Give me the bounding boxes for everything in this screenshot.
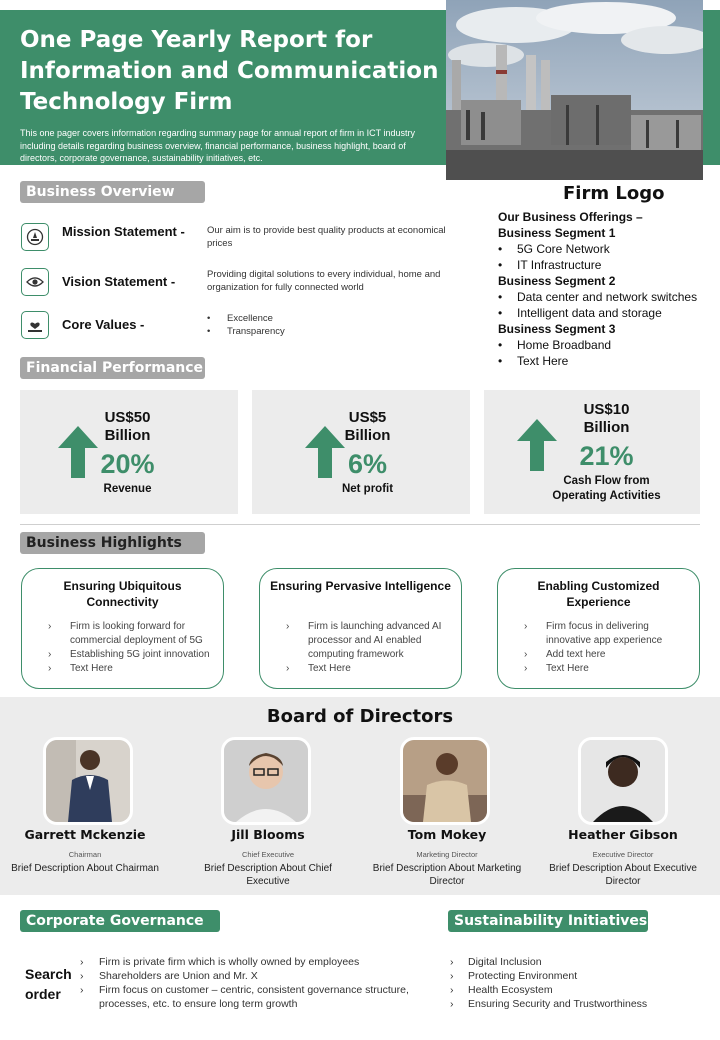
- director-name: Garrett Mckenzie: [24, 827, 146, 842]
- list-item: › Firm focus in delivering innovative app experience: [524, 620, 691, 648]
- highlight-list: [286, 620, 453, 676]
- hand-heart-icon: [21, 311, 49, 339]
- list-item: › Firm is launching advanced AI processor and AI enabled computing framework: [286, 620, 453, 662]
- list-item: › Firm is private firm which is wholly owned by employees: [80, 955, 430, 969]
- page-description: This one pager covers information regarding summary page for annual report of firm in ICT industry including details regarding business overview, financial performance, business highlight, board of directors, corporate governance, sustainability initiatives, etc.: [20, 128, 416, 163]
- finance-card-revenue: [20, 390, 238, 514]
- director-photo: [221, 737, 311, 825]
- highlight-list: [48, 620, 215, 676]
- director-description: Brief Description About Chief Executive: [204, 863, 332, 887]
- list-item: › Protecting Environment: [450, 969, 710, 983]
- list-item: • Text Here: [498, 353, 718, 369]
- section-financial-performance: Financial Performance: [20, 357, 205, 379]
- finance-label: Net profit: [341, 483, 394, 495]
- director-role: Executive Director: [592, 850, 654, 859]
- highlight-card: [21, 568, 224, 689]
- director-name: Tom Mokey: [407, 827, 487, 842]
- director-description: Brief Description About Executive Director: [549, 863, 697, 887]
- page-title: One Page Yearly Report for Information and Communication Technology Firm: [20, 27, 439, 115]
- director-photo: [400, 737, 490, 825]
- section-corporate-governance: Corporate Governance: [20, 910, 220, 932]
- list-item: › Text Here: [286, 662, 453, 676]
- director-role: Chairman: [68, 850, 102, 859]
- finance-percent: 6%: [347, 449, 388, 479]
- core-values-list: [207, 312, 285, 338]
- header-accent-strip: [703, 10, 720, 165]
- section-sustainability: Sustainability Initiatives: [448, 910, 648, 932]
- director-name: Heather Gibson: [568, 827, 678, 842]
- finance-card-net-profit: [252, 390, 470, 514]
- list-item: › Digital Inclusion: [450, 955, 710, 969]
- header-banner: [0, 10, 446, 165]
- list-item: • 5G Core Network: [498, 241, 718, 257]
- list-item: › Firm is looking forward for commercial deployment of 5G: [48, 620, 215, 648]
- vision-label: Vision Statement -: [62, 274, 176, 289]
- finance-card-cash-flow: [484, 390, 700, 514]
- mission-text: Our aim is to provide best quality products at economical prices: [207, 225, 446, 249]
- segment-name: Business Segment 3: [498, 322, 616, 336]
- finance-amount: US$5 Billion: [344, 409, 391, 444]
- list-item: › Health Ecosystem: [450, 983, 710, 997]
- highlight-title: Ensuring Ubiquitous Connectivity: [63, 579, 182, 609]
- up-arrow-icon: [517, 419, 557, 471]
- segment-name: Business Segment 2: [498, 274, 616, 288]
- list-item: • Data center and network switches: [498, 289, 718, 305]
- highlight-list: [524, 620, 691, 676]
- list-item: › Text Here: [48, 662, 215, 676]
- director-photo: [43, 737, 133, 825]
- director-name: Jill Blooms: [231, 827, 305, 842]
- list-item: • Intelligent data and storage: [498, 305, 718, 321]
- list-item: • IT Infrastructure: [498, 257, 718, 273]
- finance-percent: 21%: [579, 441, 634, 471]
- highlight-title: Ensuring Pervasive Intelligence: [270, 579, 451, 593]
- core-values-label: Core Values -: [62, 317, 145, 332]
- governance-label: Search order: [25, 966, 72, 1002]
- highlight-card: [259, 568, 462, 689]
- list-item: • Transparency: [207, 325, 285, 338]
- list-item: › Ensuring Security and Trustworthiness: [450, 997, 710, 1011]
- list-item: › Text Here: [524, 662, 691, 676]
- section-business-overview: Business Overview: [20, 181, 205, 203]
- segment-name: Business Segment 1: [498, 226, 616, 240]
- director-role: Chief Executive: [241, 850, 295, 859]
- finance-amount: US$50 Billion: [104, 409, 151, 444]
- divider: [20, 524, 700, 525]
- director-description: Brief Description About Chairman: [11, 863, 159, 874]
- finance-label: Cash Flow from Operating Activities: [552, 475, 661, 502]
- director-role: Marketing Director: [416, 850, 478, 859]
- mission-label: Mission Statement -: [62, 224, 185, 239]
- governance-list: [80, 955, 430, 1011]
- offerings-heading: Our Business Offerings –: [498, 210, 643, 224]
- list-item: • Home Broadband: [498, 337, 718, 353]
- list-item: › Shareholders are Union and Mr. X: [80, 969, 430, 983]
- director-photo: [578, 737, 668, 825]
- board-heading: Board of Directors: [266, 706, 454, 727]
- vision-text: Providing digital solutions to every individual, home and organization for fully connected world: [207, 269, 441, 293]
- firm-logo: Firm Logo: [563, 183, 665, 204]
- finance-label: Revenue: [103, 483, 152, 495]
- eye-icon: [21, 268, 49, 296]
- director-description: Brief Description About Marketing Director: [372, 863, 522, 887]
- finance-percent: 20%: [100, 449, 155, 479]
- business-offerings: [498, 209, 718, 369]
- sustainability-list: [450, 955, 710, 1011]
- list-item: › Firm focus on customer – centric, consistent governance structure, processes, etc. to ensure long term growth: [80, 983, 430, 1011]
- highlight-title: Enabling Customized Experience: [537, 579, 660, 609]
- highlight-card: [497, 568, 700, 689]
- factory-image: [446, 0, 703, 180]
- finance-amount: US$10 Billion: [583, 401, 630, 436]
- section-business-highlights: Business Highlights: [20, 532, 205, 554]
- list-item: • Excellence: [207, 312, 285, 325]
- list-item: › Add text here: [524, 648, 691, 662]
- target-icon: [21, 223, 49, 251]
- list-item: › Establishing 5G joint innovation: [48, 648, 215, 662]
